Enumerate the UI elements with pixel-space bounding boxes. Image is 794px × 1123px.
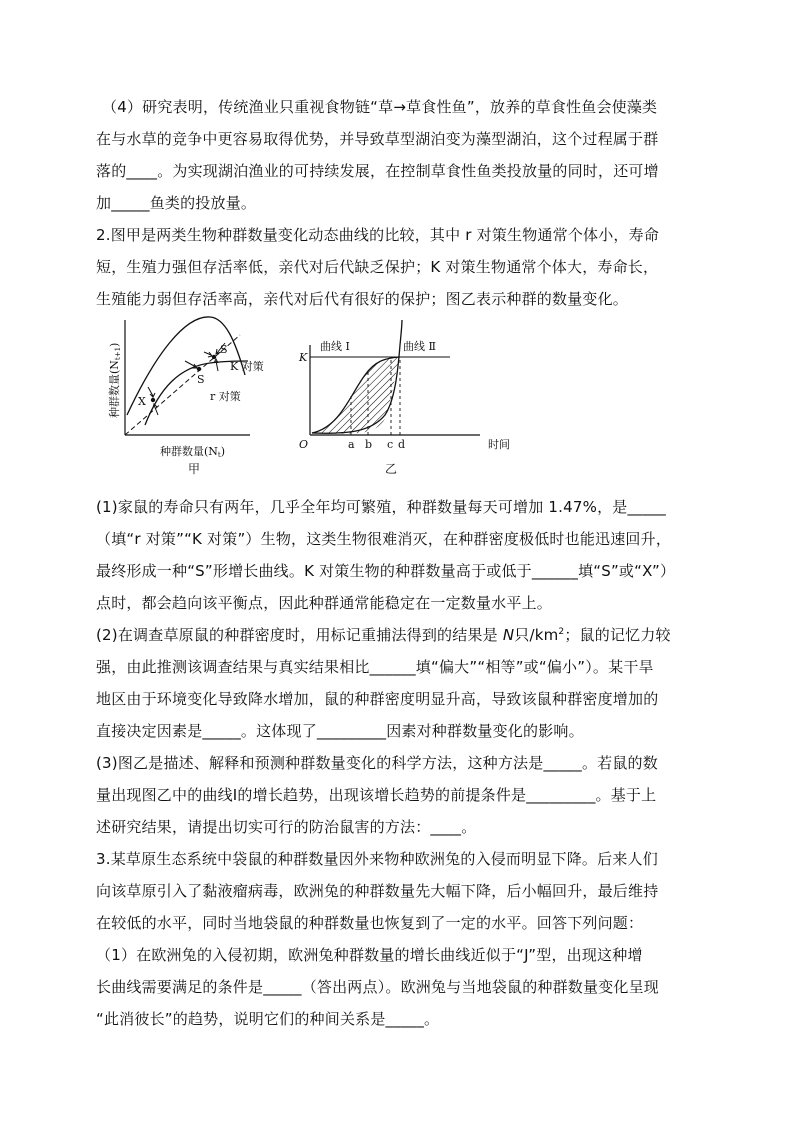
jia-ylabel: 种群数量(Nt+1) (108, 342, 122, 418)
q1-part4-line-4: 加_____鱼类的投放量。 (96, 194, 257, 212)
q2-intro-line-3: 生殖能力弱但存活率高，亲代对后代有很好的保护；图乙表示种群的数量变化。 (96, 290, 629, 308)
yi-xlabel: 时间 (488, 438, 510, 451)
jia-caption: 甲 (188, 462, 201, 476)
q2-part2-line-4: 直接决定因素是_____。这体现了_________因素对种群数量变化的影响。 (96, 722, 584, 740)
yi-origin-label: O (299, 438, 309, 451)
jia-label-s-upper: S (220, 343, 228, 356)
jia-label-s-lower: S (197, 373, 205, 386)
q2-part2-line-2: 强，由此推测该调查结果与真实结果相比______填“偏大”“相等”或“偏小”）。某干旱 (96, 658, 654, 676)
q2-part2-line-3: 地区由于环境变化导致降水增加，鼠的种群密度明显升高，导致该鼠种群密度增加的 (96, 690, 659, 708)
figure-block (100, 315, 530, 485)
q2-part1-line-3: 最终形成一种“S”形增长曲线。K 对策生物的种群数量高于或低于______填“S”或“X”） (96, 562, 676, 580)
q2-part1-line-1: (1)家鼠的寿命只有两年，几乎全年均可繁殖，种群数量每天可增加 1.47%，是_____ (96, 498, 666, 516)
yi-curve-2-label: 曲线 Ⅱ (403, 340, 436, 353)
q3-part1-line-2: 长曲线需要满足的条件是_____（答出两点）。欧洲兔与当地袋鼠的种群数量变化呈现 (96, 978, 660, 996)
figure-yi (298, 320, 510, 476)
q1-part4-line-2: 在与水草的竞争中更容易取得优势，并导致草型湖泊变为藻型湖泊，这个过程属于群 (96, 130, 659, 148)
q3-intro-line-1: 3.某草原生态系统中袋鼠的种群数量因外来物种欧洲兔的入侵而明显下降。后来人们 (96, 850, 658, 868)
jia-label-k-strategy: K 对策 (230, 360, 264, 373)
yi-tick-b: b (365, 438, 373, 451)
yi-tick-d: d (398, 438, 406, 451)
jia-xlabel: 种群数量(Nt) (160, 445, 226, 459)
q1-part4-line-3: 落的____。为实现湖泊渔业的可持续发展，在控制草食性鱼类投放量的同时，还可增 (96, 162, 659, 180)
q2-part1-line-4: 点时，都会趋向该平衡点，因此种群通常能稳定在一定数量水平上。 (96, 594, 553, 612)
jia-label-r-strategy: r 对策 (210, 390, 241, 403)
q2-part3-line-3: 述研究结果，请提出切实可行的防治鼠害的方法：____。 (96, 818, 477, 836)
q2-intro-line-2: 短，生殖力强但存活率低，亲代对后代缺乏保护；K 对策生物通常个体大，寿命长， (96, 258, 659, 276)
yi-tick-c: c (387, 438, 394, 451)
q3-intro-line-2: 向该草原引入了黏液瘤病毒，欧洲兔的种群数量先大幅下降，后小幅回升，最后维持 (96, 882, 659, 900)
jia-label-x: X (138, 395, 146, 408)
figure-jia (107, 317, 264, 476)
figure-svg (100, 315, 530, 485)
yi-curve-1-label: 曲线 Ⅰ (320, 340, 350, 353)
q2-part3-line-1: (3)图乙是描述、解释和预测种群数量变化的科学方法，这种方法是_____。若鼠的数 (96, 754, 658, 772)
q2-intro-line-1: 2.图甲是两类生物种群数量变化动态曲线的比较，其中 r 对策生物通常个体小，寿命 (96, 226, 660, 244)
q2-part2-line-1: (2)在调查草原鼠的种群密度时，用标记重捕法得到的结果是 N只$/km^2$；鼠的记忆力较 (96, 626, 671, 644)
q3-part1-line-1: （1）在欧洲兔的入侵初期，欧洲兔种群数量的增长曲线近似于“J”型，出现这种增 (96, 946, 643, 964)
q3-intro-line-3: 在较低的水平，同时当地袋鼠的种群数量也恢复到了一定的水平。回答下列问题： (96, 914, 644, 932)
yi-caption: 乙 (385, 462, 398, 476)
q1-part4-line-1: （4）研究表明，传统渔业只重视食物链“草→草食性鱼”，放养的草食性鱼会使藻类 (102, 98, 658, 116)
yi-tick-a: a (348, 438, 355, 451)
yi-k-label: K (299, 351, 308, 364)
hatched-area (312, 357, 400, 434)
q2-part3-line-2: 量出现图乙中的曲线Ⅰ的增长趋势，出现该增长趋势的前提条件是_________。基于上 (96, 786, 657, 804)
q2-part1-line-2: （填“r 对策”“K 对策”）生物，这类生物很难消灭，在种群密度极低时也能迅速回升， (96, 530, 672, 548)
q3-part1-line-3: “此消彼长”的趋势，说明它们的种间关系是_____。 (96, 1010, 440, 1028)
